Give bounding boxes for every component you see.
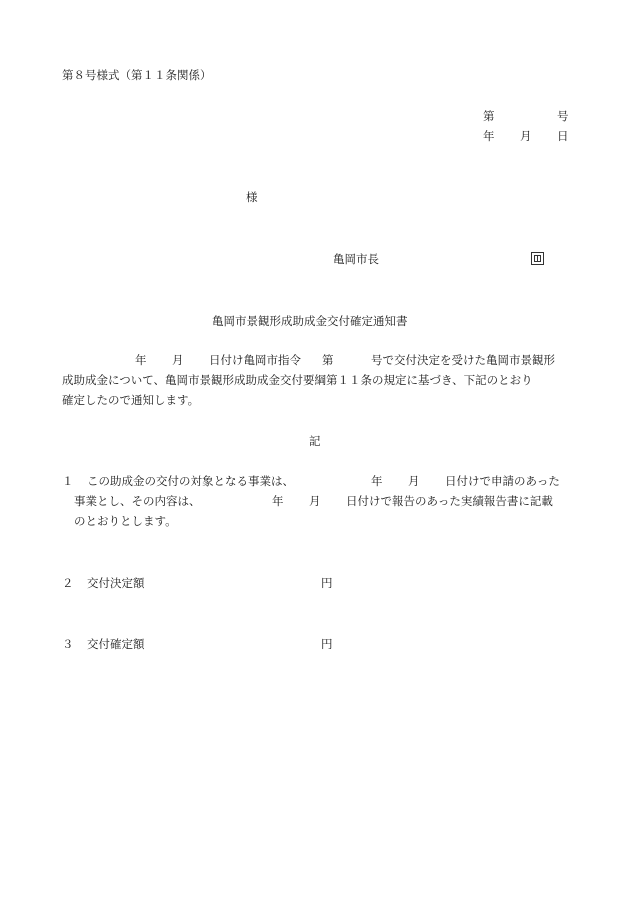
ki-heading: 記 [309,434,321,448]
item-3-unit: 円 [321,637,333,651]
item-1-month: 月 [408,474,420,488]
body-line1-rest: 号で交付決定を受けた亀岡市景観形 [371,353,555,367]
item-1-text-a: この助成金の交付の対象となる事業は、 [87,474,294,488]
item-2-number: ２ [62,576,74,590]
issuer-title: 亀岡市長 [333,252,379,266]
number-prefix: 第 [483,109,495,123]
form-label: 第８号様式（第１１条関係） [62,68,212,82]
item-3-label: 交付確定額 [87,637,145,651]
item-1-year: 年 [371,474,383,488]
date-month: 月 [520,129,532,143]
item-1-text-b: 日付けで申請のあった [445,474,560,488]
item-2-label: 交付決定額 [87,576,145,590]
item-1-line2-text-a: 事業とし、その内容は、 [74,494,201,508]
item-1-line2-year: 年 [272,494,284,508]
body-line3: 確定したので通知します。 [62,393,200,407]
addressee-suffix: 様 [246,190,258,204]
item-3-number: ３ [62,637,74,651]
item-1-line2-month: 月 [309,494,321,508]
document-title: 亀岡市景観形成助成金交付確定通知書 [212,314,408,328]
body-date-suffix: 日付け亀岡市指令 [209,353,301,367]
seal-stamp [531,252,544,265]
item-1-line2-text-b: 日付けで報告のあった実績報告書に記載 [346,494,553,508]
body-month: 月 [172,353,184,367]
date-day: 日 [557,129,569,143]
body-number-prefix: 第 [322,353,334,367]
body-line2: 成助成金について、亀岡市景観形成助成金交付要綱第１１条の規定に基づき、下記のとおり [62,373,533,387]
item-1-number: １ [62,474,74,488]
item-2-unit: 円 [321,576,333,590]
number-suffix: 号 [557,109,569,123]
date-year: 年 [483,129,495,143]
item-1-line3: のとおりとします。 [74,514,177,528]
body-year: 年 [135,353,147,367]
